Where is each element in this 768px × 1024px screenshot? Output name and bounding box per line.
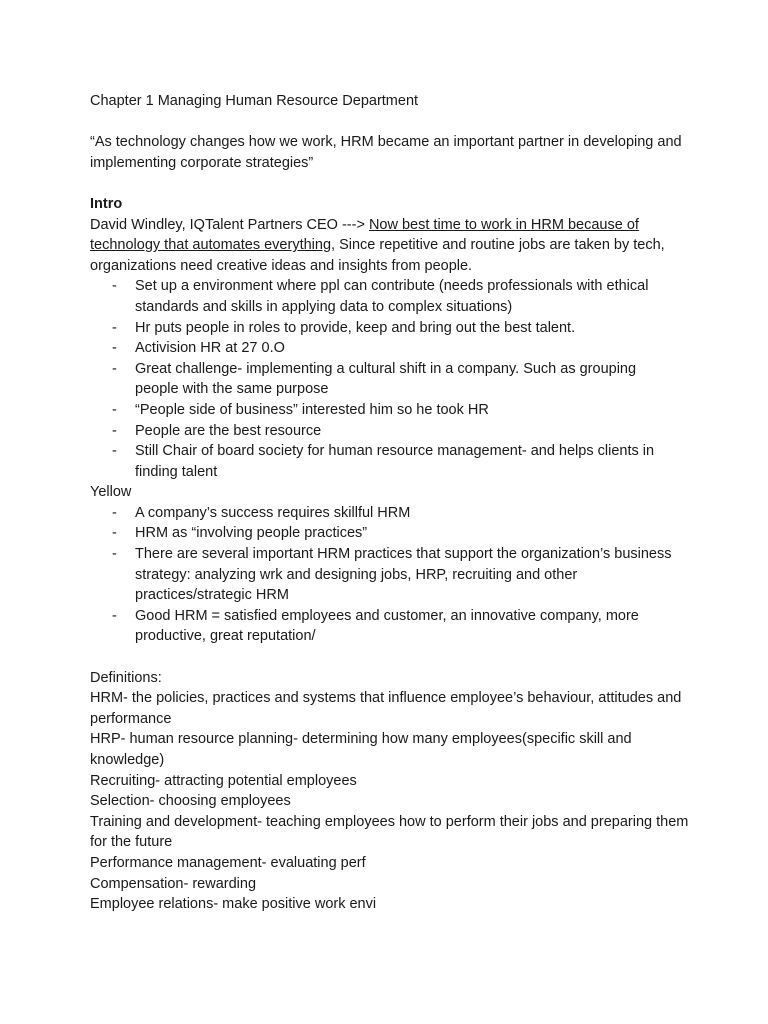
definition-item: Performance management- evaluating perf bbox=[90, 854, 366, 871]
document-page bbox=[90, 91, 690, 915]
list-item bbox=[90, 606, 690, 647]
dash-marker: - bbox=[112, 607, 117, 624]
list-item bbox=[90, 338, 690, 359]
list-item-text: A company’s success requires skillful HRM bbox=[135, 504, 411, 521]
list-item-text: Hr puts people in roles to provide, keep and bring out the best talent. bbox=[135, 319, 576, 336]
quote: “As technology changes how we work, HRM became an important partner in developing and implementing corporate strategies” bbox=[90, 134, 682, 171]
list-item bbox=[90, 318, 690, 339]
dash-marker: - bbox=[112, 546, 117, 563]
dash-marker: - bbox=[112, 422, 117, 439]
list-item bbox=[90, 400, 690, 421]
list-item bbox=[90, 421, 690, 442]
intro-lead bbox=[90, 215, 690, 277]
yellow-bullet-list bbox=[90, 503, 690, 647]
list-item bbox=[90, 359, 690, 400]
definition-item: HRM- the policies, practices and systems that influence employee’s behaviour, attitudes and performance bbox=[90, 690, 682, 727]
list-item-text: There are several important HRM practices that support the organization’s business strategy: analyzing wrk and designing jobs, HRP, recruiting and other practices/strategic HRM bbox=[135, 546, 672, 604]
intro-lead-prefix: David Windley, IQTalent Partners CEO ---> bbox=[90, 216, 369, 233]
dash-marker: - bbox=[112, 401, 117, 418]
intro-lead-underlined: Now best time to work in HRM because of technology that automates everything bbox=[90, 216, 639, 254]
yellow-heading: Yellow bbox=[90, 484, 132, 501]
list-item-text: Activision HR at 27 0.O bbox=[135, 340, 285, 357]
list-item-text: Great challenge- implementing a cultural shift in a company. Such as grouping people with the same purpose bbox=[135, 360, 637, 398]
list-item-text: People are the best resource bbox=[135, 422, 322, 439]
list-item-text: “People side of business” interested him so he took HR bbox=[135, 401, 489, 418]
list-item bbox=[90, 523, 690, 544]
dash-marker: - bbox=[112, 340, 117, 357]
dash-marker: - bbox=[112, 319, 117, 336]
dash-marker: - bbox=[112, 443, 117, 460]
list-item bbox=[90, 544, 690, 606]
definition-item: Compensation- rewarding bbox=[90, 875, 257, 892]
list-item-text: HRM as “involving people practices” bbox=[135, 525, 368, 542]
list-item-text: Good HRM = satisfied employees and customer, an innovative company, more productive, great reputation/ bbox=[135, 607, 639, 645]
definition-item: HRP- human resource planning- determining how many employees(specific skill and knowledge) bbox=[90, 731, 632, 768]
spacer bbox=[90, 173, 690, 194]
dash-marker: - bbox=[112, 504, 117, 521]
list-item bbox=[90, 441, 690, 482]
definitions-heading: Definitions: bbox=[90, 669, 162, 686]
intro-lead-suffix: , Since repetitive and routine jobs are taken by tech, organizations need creative ideas and insights from people. bbox=[90, 237, 665, 274]
list-item bbox=[90, 276, 690, 317]
intro-heading: Intro bbox=[90, 195, 123, 212]
list-item-text: Still Chair of board society for human resource management- and helps clients in finding talent bbox=[135, 443, 655, 480]
definition-item: Recruiting- attracting potential employees bbox=[90, 772, 357, 789]
dash-marker: - bbox=[112, 525, 117, 542]
definition-item: Selection- choosing employees bbox=[90, 793, 291, 810]
list-item-text: Set up a environment where ppl can contribute (needs professionals with ethical standards and skills in applying data to complex situations) bbox=[135, 278, 649, 315]
spacer bbox=[90, 112, 690, 133]
definition-item: Training and development- teaching employees how to perform their jobs and preparing them for the future bbox=[90, 813, 689, 851]
dash-marker: - bbox=[112, 360, 117, 377]
definition-item: Employee relations- make positive work envi bbox=[90, 896, 377, 913]
list-item bbox=[90, 503, 690, 524]
spacer bbox=[90, 647, 690, 668]
document-title: Chapter 1 Managing Human Resource Department bbox=[90, 93, 419, 109]
intro-bullet-list bbox=[90, 276, 690, 482]
dash-marker: - bbox=[112, 278, 117, 295]
